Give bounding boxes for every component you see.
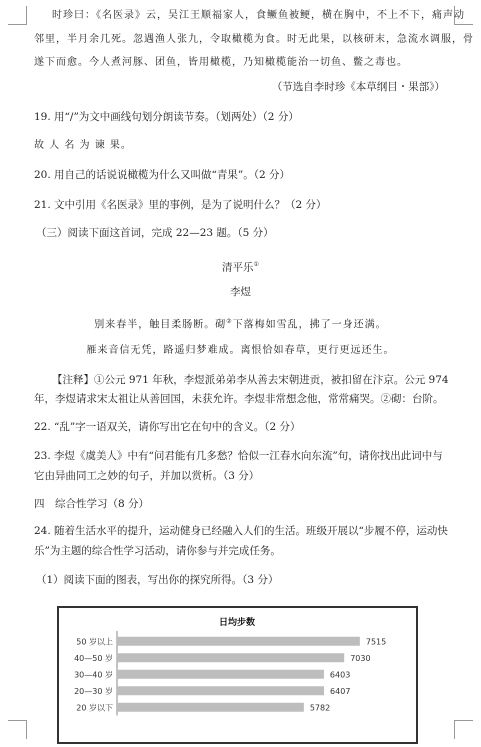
question-20: 20. 用自己的话说说橄榄为什么又叫做“青果”。（2 分） <box>34 169 291 181</box>
question-19: 19. 用“/”为文中画线句划分朗读节奏。（划两处）（2 分） <box>34 111 299 123</box>
poem-line-1 <box>0 314 481 332</box>
poem-title: 清平乐 <box>222 261 254 274</box>
chart-value-label: 5782 <box>309 703 331 713</box>
question-24-sub-1: （1）阅读下面的图表，写出你的探究所得。（3 分） <box>36 574 279 586</box>
chart-category-label: 50 岁以上 <box>76 637 113 647</box>
passage-line-1: 时珍曰：《名医录》云，吴江王顺福家人，食鳜鱼被鲠，横在胸中，不上不下，痛声动 <box>52 10 465 21</box>
poem-line-1-note: ② <box>226 318 233 325</box>
question-23-line-1: 23. 李煜《虞美人》中有“问君能有几多愁？恰似一江春水向东流”句，请你找出此词中与 <box>34 450 443 462</box>
chart-value-label: 7515 <box>365 637 387 647</box>
poem-line-2: 雁来音信无凭，路遥归梦难成。离恨恰如春草，更行更远还生。 <box>86 345 395 356</box>
annotation-line-2: 年，李煜请求宋太祖让从善回国，未获允许。李煜非常想念他，常常痛哭。②砌：台阶。 <box>34 393 444 405</box>
passage-source: （节选自李时珍《本草纲目・果部》） <box>271 81 445 93</box>
section-4-heading: 四 综合性学习（8 分） <box>34 498 150 510</box>
chart-category-label: 20—30 岁 <box>74 686 113 696</box>
poem-author: 李煜 <box>230 286 251 298</box>
question-24-line-2: 乐”为主题的综合性学习活动，请你参与并完成任务。 <box>34 545 281 557</box>
question-23-line-2: 它由异曲同工之妙的句子，并加以赏析。（3 分） <box>34 470 260 482</box>
crop-mark-bottom-right <box>454 720 473 739</box>
chart-bar <box>117 686 324 695</box>
question-24-line-1: 24. 随着生活水平的提升，运动健身已经融入人们的生活。班级开展以“步履不停，运动快 <box>34 525 448 537</box>
chart-title: 日均步数 <box>218 618 256 628</box>
chart-category-label: 40—50 岁 <box>74 653 113 663</box>
chart-value-label: 6403 <box>329 670 351 680</box>
crop-mark-top-left <box>8 6 27 25</box>
poem-title-note: ① <box>253 261 259 268</box>
daily-steps-chart <box>57 606 418 744</box>
question-19-sentence: 故 人 名 为 谏 果。 <box>34 140 132 151</box>
section-3-heading: （三）阅读下面这首词，完成 22—23 题。（5 分） <box>36 227 274 239</box>
poem-title-wrap <box>0 257 481 276</box>
daily-steps-chart-svg <box>59 608 416 742</box>
poem-line-1-b: 下落梅如雪乱，拂了一身还满。 <box>232 319 387 331</box>
chart-category-label: 30—40 岁 <box>74 670 113 680</box>
chart-bar <box>117 703 304 712</box>
poem-line-1-a: 别来春半，触目柔肠断。砌 <box>94 319 227 331</box>
chart-value-label: 6407 <box>330 686 351 696</box>
chart-bar <box>117 653 344 662</box>
chart-bar <box>117 670 324 679</box>
chart-category-label: 20 岁以下 <box>76 703 113 713</box>
crop-mark-bottom-left <box>8 720 27 739</box>
chart-bar <box>117 637 360 646</box>
passage-line-3: 遂下而愈。今人煮河豚、团鱼，皆用橄榄，乃知橄榄能治一切鱼、鳖之毒也。 <box>34 57 408 68</box>
annotation-line-1: 【注释】①公元 971 年秋，李煜派弟弟李从善去宋朝进贡，被扣留在汴京。公元 974 <box>52 374 449 386</box>
chart-value-label: 7030 <box>350 653 371 663</box>
question-22: 22. “乱”字一语双关，请你写出它在句中的含义。（2 分） <box>34 421 301 433</box>
question-21: 21. 文中引用《名医录》里的事例，是为了说明什么？（2 分） <box>34 199 327 211</box>
passage-line-2: 邻里，半月余几死。忽遇渔人张九，令取橄榄为食。时无此果，以核研末，急流水调服，骨 <box>34 34 474 45</box>
